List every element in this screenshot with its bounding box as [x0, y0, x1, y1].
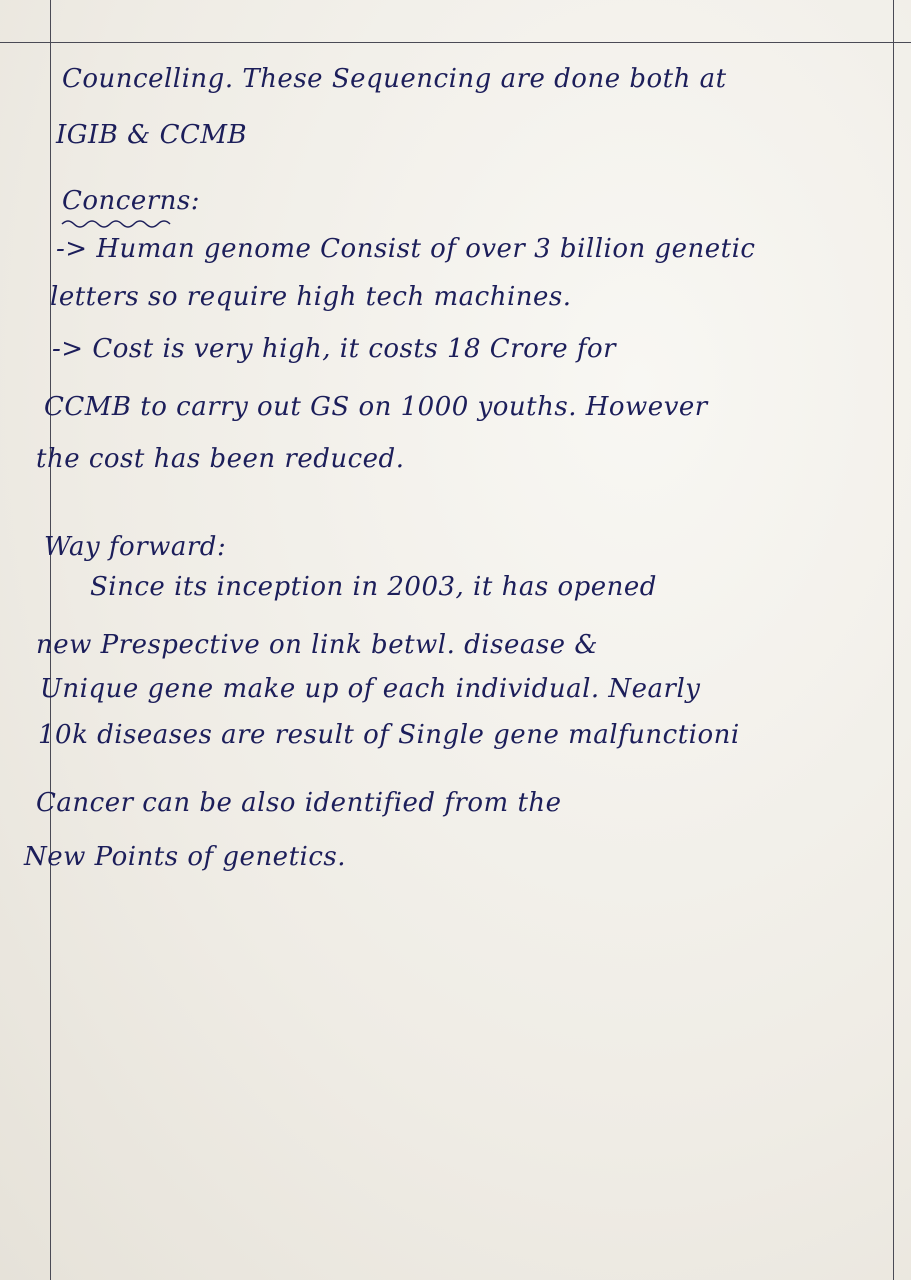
- text-line-8: Since its inception in 2003, it has opened: [90, 572, 657, 602]
- way-forward-heading: Way forward:: [44, 532, 227, 562]
- text-line-11: 10k diseases are result of Single gene malfunctioni: [38, 720, 740, 750]
- text-line-6: CCMB to carry out GS on 1000 youths. However: [44, 392, 708, 422]
- text-line-7: the cost has been reduced.: [36, 444, 405, 474]
- text-line-12: Cancer can be also identified from the: [36, 788, 562, 818]
- text-line-1: Councelling. These Sequencing are done both at: [62, 64, 727, 94]
- text-line-2: IGIB & CCMB: [56, 120, 248, 150]
- text-line-10: Unique gene make up of each individual. Nearly: [40, 674, 701, 704]
- concerns-heading: Concerns:: [62, 186, 201, 216]
- text-line-4: letters so require high tech machines.: [50, 282, 572, 312]
- text-line-9: new Prespective on link betwl. disease &: [36, 630, 598, 660]
- text-line-3: -> Human genome Consist of over 3 billion genetic: [56, 234, 756, 264]
- top-margin-line: [0, 42, 911, 43]
- text-line-5: -> Cost is very high, it costs 18 Crore for: [52, 334, 617, 364]
- heading-underline: [60, 218, 180, 230]
- text-line-13: New Points of genetics.: [24, 842, 347, 872]
- right-margin-line: [893, 0, 894, 1280]
